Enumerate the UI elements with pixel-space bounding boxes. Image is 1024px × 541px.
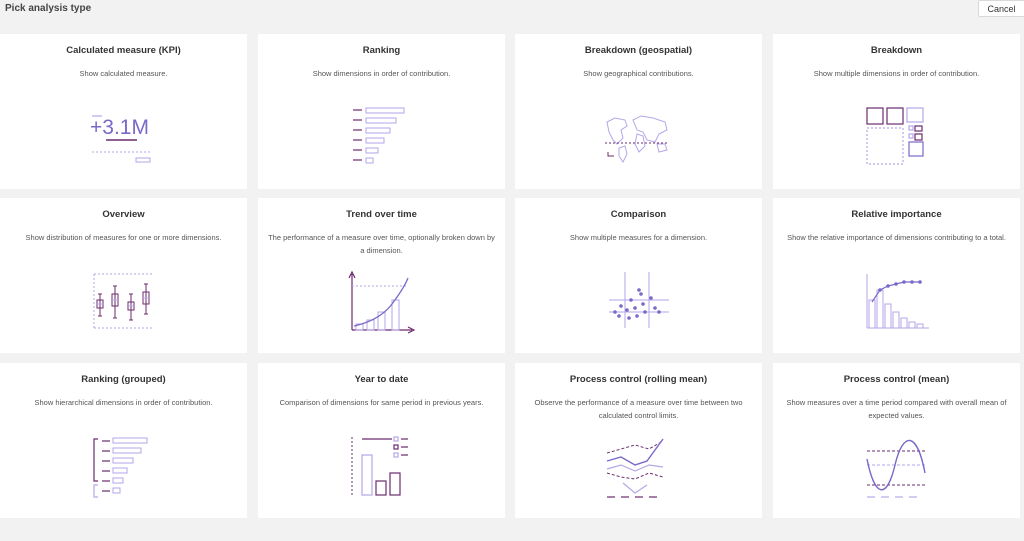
control-chart-mean-illustration-icon (855, 459, 939, 541)
card-description: The performance of a measure over time, optionally broken down by a dimension. (268, 233, 495, 255)
card-relative-importance[interactable] (773, 198, 1020, 353)
card-calculated-measure-kpi[interactable] (0, 34, 247, 189)
card-ranking-grouped[interactable] (0, 363, 247, 518)
dialog-title: Pick analysis type (5, 3, 92, 14)
card-trend-over-time[interactable] (258, 198, 505, 353)
card-description: Show geographical contributions. (583, 69, 694, 78)
card-process-control-rolling-mean[interactable] (515, 363, 762, 518)
grouped-ranking-illustration-icon (82, 459, 166, 541)
kpi-value-text: +3.1M (90, 116, 149, 139)
card-title: Breakdown (870, 45, 923, 56)
card-description: Show hierarchical dimensions in order of contribution. (34, 398, 213, 407)
card-title: Trend over time (346, 209, 417, 220)
card-breakdown-geospatial[interactable] (515, 34, 762, 189)
card-description: Comparison of dimensions for same period in previous years. (279, 398, 484, 407)
card-description: Show multiple measures for a dimension. (569, 233, 708, 242)
cancel-button[interactable]: Cancel (978, 0, 1024, 17)
card-title: Overview (102, 209, 145, 220)
card-title: Calculated measure (KPI) (66, 45, 181, 56)
card-title: Process control (mean) (843, 374, 950, 385)
card-title: Process control (rolling mean) (569, 374, 708, 385)
card-description: Show distribution of measures for one or more dimensions. (25, 233, 222, 242)
card-overview[interactable] (0, 198, 247, 353)
ytd-illustration-icon (340, 459, 424, 541)
card-title: Ranking (362, 45, 401, 56)
card-description: Show dimensions in order of contribution. (312, 69, 451, 78)
card-description: Show the relative importance of dimensions contributing to a total. (787, 233, 1006, 242)
card-title: Relative importance (851, 209, 942, 220)
card-title: Breakdown (geospatial) (584, 45, 693, 56)
card-title: Ranking (grouped) (81, 374, 166, 385)
card-title: Year to date (354, 374, 409, 385)
card-comparison[interactable] (515, 198, 762, 353)
control-chart-rolling-illustration-icon (597, 459, 681, 541)
card-description: Show measures over a time period compared with overall mean of expected values. (786, 398, 1007, 420)
dialog-header (0, 0, 1024, 30)
card-process-control-mean[interactable] (773, 363, 1020, 518)
card-description: Show multiple dimensions in order of contribution. (813, 69, 980, 78)
card-description: Observe the performance of a measure over time between two calculated control limits. (534, 398, 743, 420)
card-year-to-date[interactable] (258, 363, 505, 518)
card-title: Comparison (610, 209, 667, 220)
card-description: Show calculated measure. (79, 69, 168, 78)
card-ranking[interactable] (258, 34, 505, 189)
card-breakdown[interactable] (773, 34, 1020, 189)
